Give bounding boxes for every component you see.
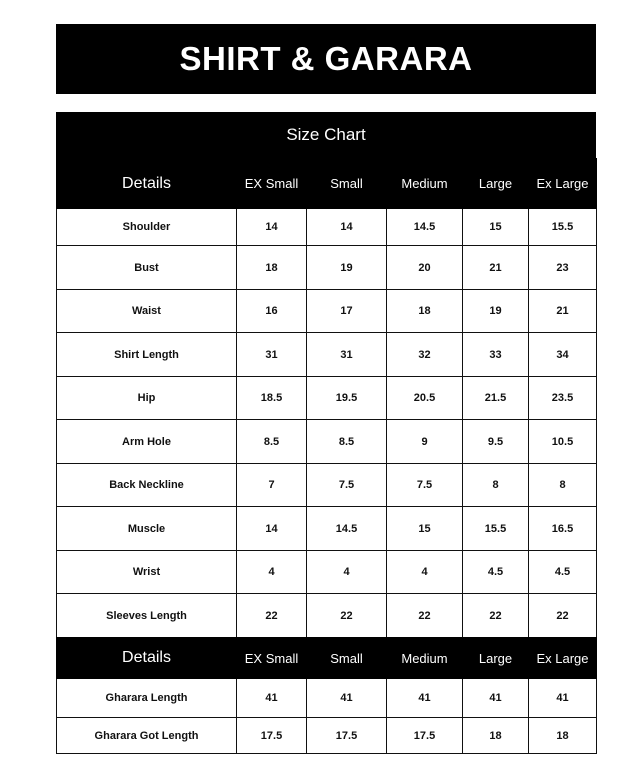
size-value: 15.5 xyxy=(463,507,529,551)
shirt-header-size: Medium xyxy=(387,159,463,209)
shirt-header-size: EX Small xyxy=(237,159,307,209)
size-value: 22 xyxy=(463,594,529,638)
size-value: 31 xyxy=(237,333,307,377)
size-value: 7 xyxy=(237,464,307,507)
size-value: 31 xyxy=(307,333,387,377)
shirt-header-size: Small xyxy=(307,159,387,209)
size-value: 8 xyxy=(529,464,597,507)
size-value: 18.5 xyxy=(237,377,307,420)
row-label: Shoulder xyxy=(57,209,237,246)
size-value: 14.5 xyxy=(307,507,387,551)
row-label: Gharara Got Length xyxy=(57,718,237,754)
size-value: 4.5 xyxy=(529,551,597,594)
shirt-header-row xyxy=(57,159,597,209)
size-value: 21 xyxy=(463,246,529,290)
size-value: 4 xyxy=(307,551,387,594)
row-label: Sleeves Length xyxy=(57,594,237,638)
size-value: 17.5 xyxy=(307,718,387,754)
size-value: 20.5 xyxy=(387,377,463,420)
size-value: 7.5 xyxy=(307,464,387,507)
size-value: 19 xyxy=(307,246,387,290)
row-label: Arm Hole xyxy=(57,420,237,464)
shirt-header-size: Ex Large xyxy=(529,159,597,209)
garara-header-size: Ex Large xyxy=(529,638,597,679)
size-value: 34 xyxy=(529,333,597,377)
size-value: 23.5 xyxy=(529,377,597,420)
size-value: 14 xyxy=(237,209,307,246)
size-value: 8.5 xyxy=(307,420,387,464)
size-value: 14.5 xyxy=(387,209,463,246)
size-value: 41 xyxy=(529,679,597,718)
row-label: Wrist xyxy=(57,551,237,594)
row-label: Gharara Length xyxy=(57,679,237,718)
size-value: 15 xyxy=(387,507,463,551)
size-value: 41 xyxy=(237,679,307,718)
row-label: Hip xyxy=(57,377,237,420)
row-label: Waist xyxy=(57,290,237,333)
size-value: 14 xyxy=(307,209,387,246)
garara-size-table xyxy=(56,637,597,754)
size-value: 21.5 xyxy=(463,377,529,420)
table-row xyxy=(57,679,597,718)
size-value: 41 xyxy=(463,679,529,718)
garara-header-row xyxy=(57,638,597,679)
size-value: 41 xyxy=(387,679,463,718)
size-value: 8 xyxy=(463,464,529,507)
table-row xyxy=(57,290,597,333)
garara-header-size: Small xyxy=(307,638,387,679)
garara-header-size: Medium xyxy=(387,638,463,679)
row-label: Back Neckline xyxy=(57,464,237,507)
size-value: 18 xyxy=(237,246,307,290)
size-value: 23 xyxy=(529,246,597,290)
size-value: 19 xyxy=(463,290,529,333)
size-value: 17.5 xyxy=(237,718,307,754)
shirt-header-size: Large xyxy=(463,159,529,209)
table-row xyxy=(57,377,597,420)
title-bar xyxy=(56,24,596,94)
table-row xyxy=(57,420,597,464)
row-label: Shirt Length xyxy=(57,333,237,377)
garara-header-size: EX Small xyxy=(237,638,307,679)
size-value: 4 xyxy=(237,551,307,594)
shirt-size-table xyxy=(56,158,597,638)
size-value: 15 xyxy=(463,209,529,246)
table-row xyxy=(57,209,597,246)
size-value: 8.5 xyxy=(237,420,307,464)
garara-header-size: Large xyxy=(463,638,529,679)
size-value: 18 xyxy=(463,718,529,754)
size-value: 7.5 xyxy=(387,464,463,507)
table-row xyxy=(57,594,597,638)
size-chart-title: Size Chart xyxy=(286,125,366,144)
page-title: SHIRT & GARARA xyxy=(179,40,473,77)
table-row xyxy=(57,507,597,551)
garara-table-body xyxy=(57,638,597,754)
size-value: 18 xyxy=(529,718,597,754)
row-label: Bust xyxy=(57,246,237,290)
size-value: 15.5 xyxy=(529,209,597,246)
table-row xyxy=(57,464,597,507)
size-value: 22 xyxy=(529,594,597,638)
size-value: 18 xyxy=(387,290,463,333)
garara-header-details: Details xyxy=(57,638,237,679)
size-value: 41 xyxy=(307,679,387,718)
size-value: 21 xyxy=(529,290,597,333)
size-value: 19.5 xyxy=(307,377,387,420)
size-value: 32 xyxy=(387,333,463,377)
size-value: 22 xyxy=(387,594,463,638)
row-label: Muscle xyxy=(57,507,237,551)
size-value: 22 xyxy=(307,594,387,638)
table-row xyxy=(57,333,597,377)
shirt-header-details: Details xyxy=(57,159,237,209)
size-chart-header xyxy=(56,112,596,158)
size-value: 4.5 xyxy=(463,551,529,594)
size-value: 17.5 xyxy=(387,718,463,754)
size-value: 14 xyxy=(237,507,307,551)
size-value: 33 xyxy=(463,333,529,377)
shirt-table-body xyxy=(57,159,597,638)
size-value: 4 xyxy=(387,551,463,594)
size-value: 16 xyxy=(237,290,307,333)
size-value: 22 xyxy=(237,594,307,638)
size-value: 9 xyxy=(387,420,463,464)
size-value: 20 xyxy=(387,246,463,290)
table-row xyxy=(57,718,597,754)
size-value: 10.5 xyxy=(529,420,597,464)
table-row xyxy=(57,246,597,290)
size-value: 17 xyxy=(307,290,387,333)
size-value: 16.5 xyxy=(529,507,597,551)
size-value: 9.5 xyxy=(463,420,529,464)
table-row xyxy=(57,551,597,594)
